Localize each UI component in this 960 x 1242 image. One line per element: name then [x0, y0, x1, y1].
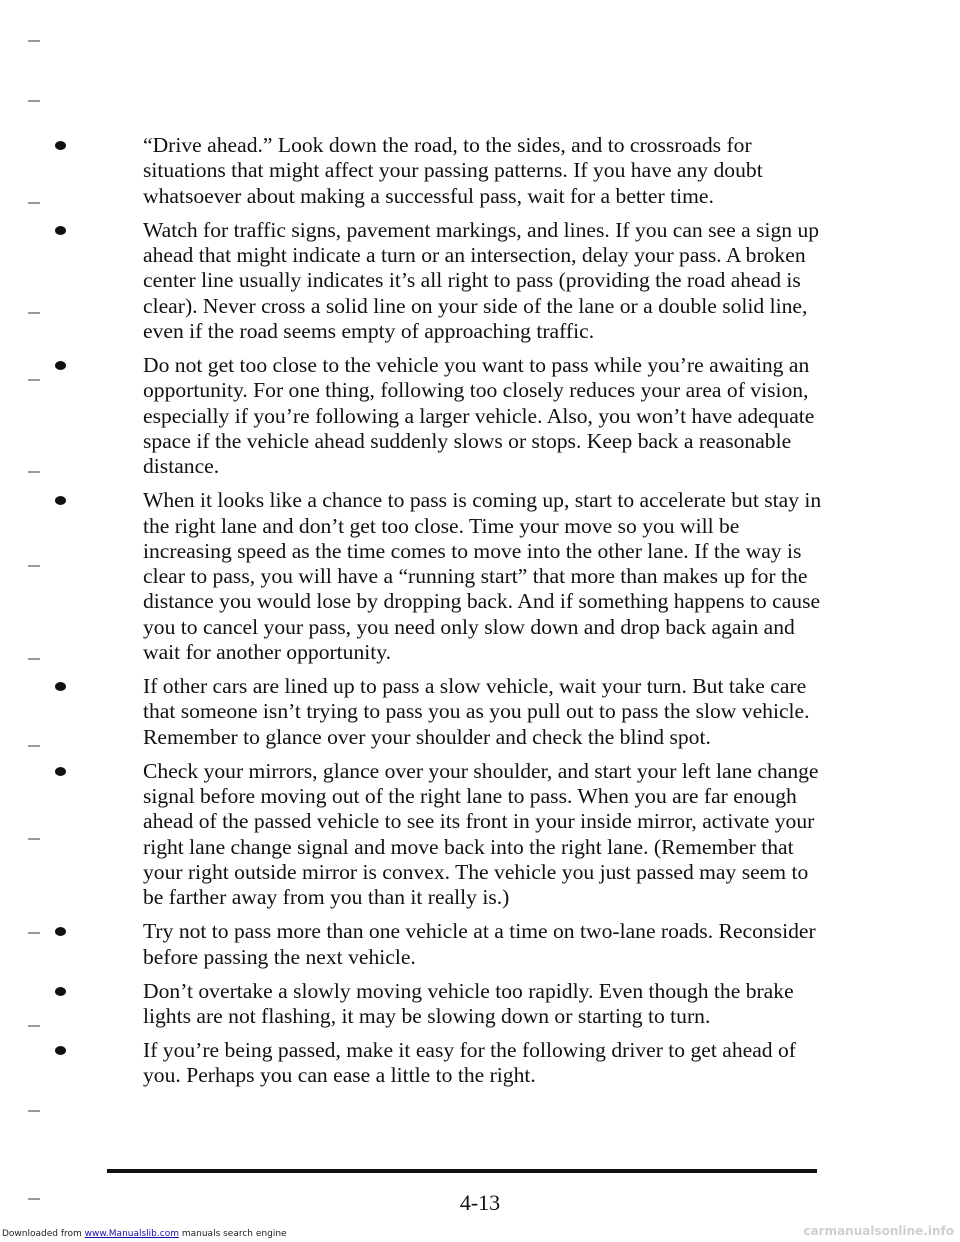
page-number: 4-13 — [459, 1190, 501, 1215]
list-item-text: Check your mirrors, glance over your shoulder, and start your left lane change signal before moving out of the right lane to pass. When you are far enough ahead of the passed vehicle to see its front in your inside mirror, activate your right lane change signal and move back into the right lane. (Remember that your right outside mirror is convex. The vehicle you just passed may seem to be farther away from you than it really is.) — [143, 758, 819, 910]
list-item — [55, 674, 825, 750]
margin-tick — [28, 471, 40, 473]
bullet-icon — [55, 361, 66, 370]
list-item — [55, 919, 825, 970]
margin-tick — [28, 40, 40, 42]
margin-tick — [28, 658, 40, 660]
margin-tick — [28, 932, 40, 934]
bullet-icon — [55, 682, 66, 691]
bullet-icon — [55, 767, 66, 776]
list-item — [55, 218, 825, 344]
list-item-text: “Drive ahead.” Look down the road, to the sides, and to crossroads for situations that might affect your passing patterns. If you have any doubt whatsoever about making a successful pass, wait for a better time. — [143, 133, 763, 208]
list-item-text: Don’t overtake a slowly moving vehicle too rapidly. Even though the brake lights are not flashing, it may be slowing down or starting to turn. — [143, 978, 794, 1029]
margin-tick — [28, 1025, 40, 1027]
footer-suffix: manuals search engine — [181, 1229, 287, 1239]
list-item — [55, 488, 825, 665]
footer-prefix: Downloaded from — [2, 1229, 82, 1239]
margin-tick — [28, 745, 40, 747]
list-item — [55, 353, 825, 479]
bullet-icon — [55, 226, 66, 235]
margin-tick — [28, 379, 40, 381]
bullet-icon — [55, 496, 66, 505]
margin-tick — [28, 312, 40, 314]
bullet-icon — [55, 141, 66, 150]
list-item-text: Try not to pass more than one vehicle at a time on two-lane roads. Reconsider before passing the next vehicle. — [143, 919, 816, 969]
manualslib-link[interactable]: www.Manualslib.com — [84, 1229, 179, 1239]
margin-tick — [28, 565, 40, 567]
list-item-text: If other cars are lined up to pass a slow vehicle, wait your turn. But take care that someone isn’t trying to pass you as you pull out to pass the slow vehicle. Remember to glance over your shoulder and check the blind spot. — [143, 674, 810, 749]
bullet-icon — [55, 1046, 66, 1055]
margin-tick — [28, 1110, 40, 1112]
list-item — [55, 133, 825, 209]
margin-tick — [28, 100, 40, 102]
watermark: carmanualsonline.info — [803, 1224, 954, 1238]
download-footer — [2, 1229, 287, 1239]
list-item-text: If you’re being passed, make it easy for the following driver to get ahead of you. Perhaps you can ease a little to the right. — [143, 1038, 796, 1088]
margin-tick — [28, 838, 40, 840]
footer-rule — [107, 1169, 817, 1173]
list-item — [55, 979, 825, 1030]
list-item-text: When it looks like a chance to pass is coming up, start to accelerate but stay in the right lane and don’t get too close. Time your move so you will be increasing speed as the time comes to move into the other lane. If the way is clear to pass, you will have a “running start” that more than makes up for the distance you would lose by dropping back. And if something happens to cause you to cancel your pass, you need only slow down and drop back again and wait for another opportunity. — [143, 488, 822, 665]
list-item-text: Watch for traffic signs, pavement markings, and lines. If you can see a sign up ahead that might indicate a turn or an intersection, delay your pass. A broken center line usually indicates it’s all right to pass (providing the road ahead is clear). Never cross a solid line on your side of the lane or a double solid line, even if the road seems empty of approaching traffic. — [143, 217, 820, 343]
passing-tips-list — [55, 133, 825, 1098]
margin-tick — [28, 202, 40, 204]
list-item-text: Do not get too close to the vehicle you want to pass while you’re awaiting an opportunity. For one thing, following too closely reduces your area of vision, especially if you’re following a larger vehicle. Also, you won’t have adequate space if the vehicle ahead suddenly slows or stops. Keep back a reasonable distance. — [143, 352, 815, 479]
bullet-icon — [55, 927, 66, 936]
list-item — [55, 759, 825, 911]
bullet-icon — [55, 987, 66, 996]
list-item — [55, 1038, 825, 1089]
